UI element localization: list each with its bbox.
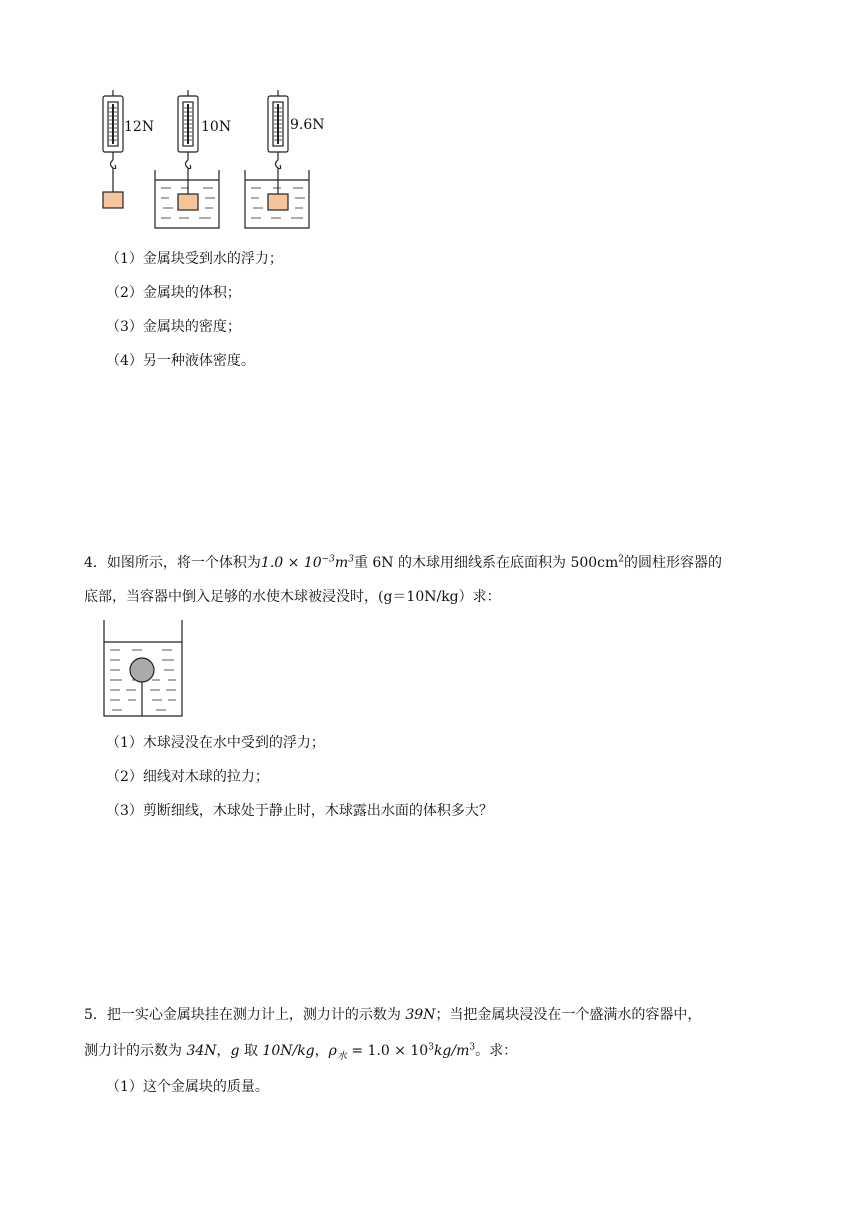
p4-stem-line1: 4．如图所示，将一个体积为$1.0 \times 10^{-3}m^3$重 6N 的木球用细线系在底面积为 $500cm^2$的圆柱形容器的 <box>84 554 723 571</box>
scale-reading-3: 9.6N <box>290 117 325 133</box>
p3-question-2: （2）金属块的体积； <box>106 285 241 301</box>
p5-stem-line1: 5．把一实心金属块挂在测力计上，测力计的示数为 39N；当把金属块浸没在一个盛满水的容器中， <box>84 1007 702 1023</box>
container-ball-figure <box>102 620 186 720</box>
p3-question-1: （1）金属块受到水的浮力； <box>106 251 283 267</box>
scale-reading-2: 10N <box>201 119 232 135</box>
p4-question-2: （2）细线对木球的拉力； <box>106 769 269 785</box>
p3-question-4: （4）另一种液体密度。 <box>106 353 255 369</box>
p3-question-3: （3）金属块的密度； <box>106 319 241 335</box>
p4-question-1: （1）木球浸没在水中受到的浮力； <box>106 735 325 751</box>
p4-stem-line2: 底部，当容器中倒入足够的水使木球被浸没时，(g＝10N/kg）求： <box>84 589 501 605</box>
spring-scale-figure <box>95 88 335 233</box>
p5-stem-line2: 测力计的示数为 34N，g 取 10N/kg，$\rho_水 = 1.0 \times 10^3kg/m^3$。求： <box>84 1042 518 1062</box>
spring-scale-1 <box>103 90 123 208</box>
spring-scale-2 <box>155 90 219 228</box>
p5-question-1: （1）这个金属块的质量。 <box>106 1079 269 1095</box>
spring-scale-3 <box>245 90 309 228</box>
p4-question-3: （3）剪断细线，木球处于静止时，木球露出水面的体积多大？ <box>106 803 493 819</box>
scale-reading-1: 12N <box>124 119 155 135</box>
